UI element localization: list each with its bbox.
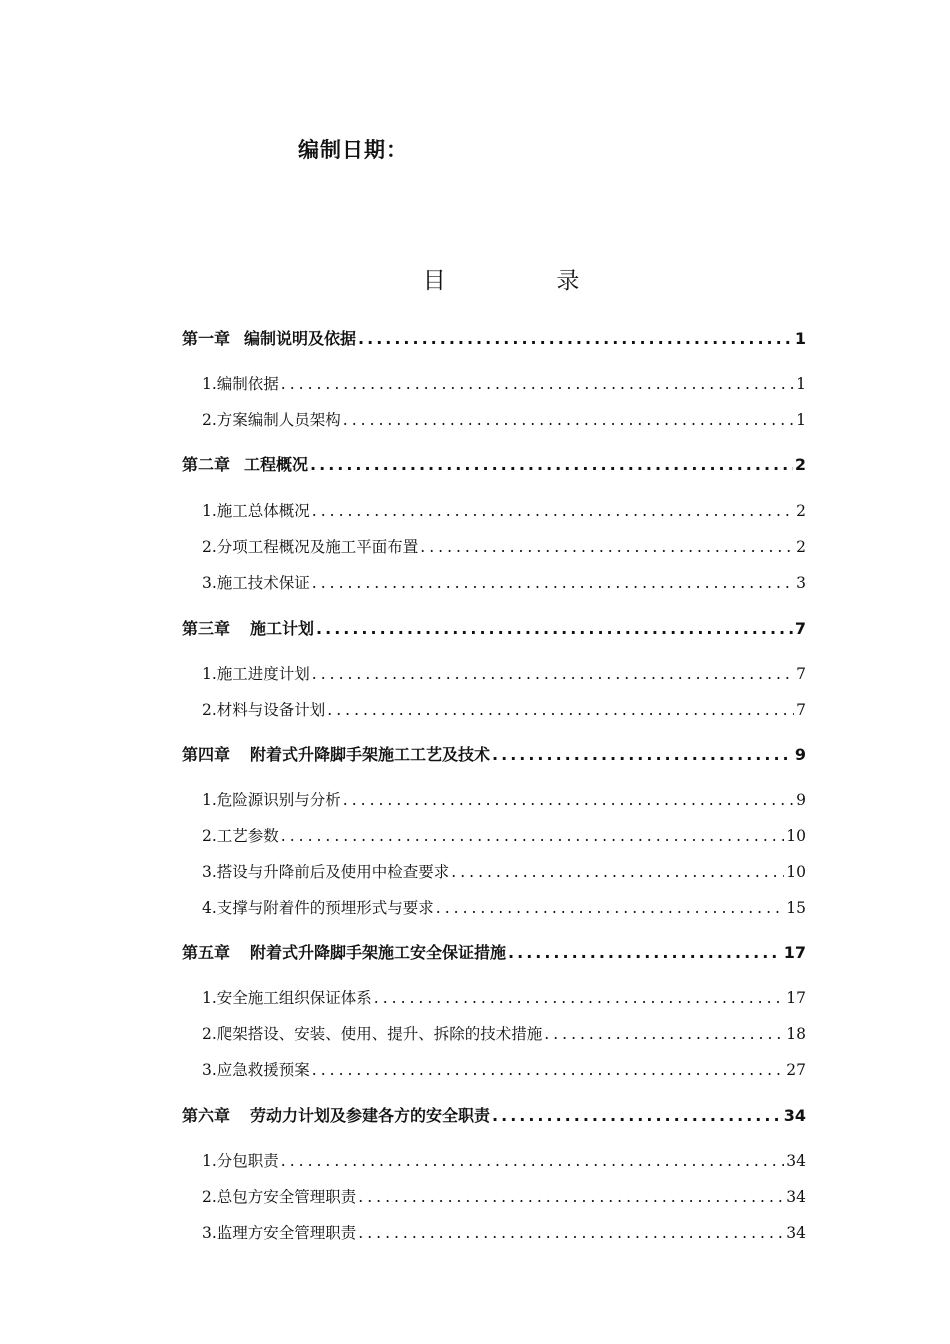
page-number: 18	[786, 1025, 806, 1043]
page-number: 1	[794, 329, 806, 348]
page-number: 34	[786, 1224, 806, 1242]
toc-section[interactable]	[182, 1185, 806, 1207]
section-title: 2.爬架搭设、安装、使用、提升、拆除的技术措施	[202, 1025, 543, 1043]
page-number: 1	[796, 411, 806, 429]
leader-dots	[358, 1188, 784, 1206]
toc-section[interactable]	[182, 1022, 806, 1044]
toc-title	[0, 262, 950, 295]
toc-section[interactable]	[182, 571, 806, 593]
leader-dots	[508, 943, 782, 962]
section-title: 1.安全施工组织保证体系	[202, 989, 372, 1007]
page-number: 2	[796, 502, 806, 520]
leader-dots	[312, 574, 794, 592]
page-number: 17	[783, 943, 806, 962]
toc-section[interactable]	[182, 698, 806, 720]
leader-dots	[492, 1106, 782, 1125]
chapter-title: 工程概况	[244, 455, 309, 474]
leader-dots	[281, 375, 794, 393]
section-title: 2.方案编制人员架构	[202, 411, 341, 429]
leader-dots	[310, 455, 793, 474]
page-number: 2	[796, 538, 806, 556]
section-title: 2.分项工程概况及施工平面布置	[202, 538, 419, 556]
section-title: 2.总包方安全管理职责	[202, 1188, 357, 1206]
leader-dots	[312, 665, 794, 683]
page-number: 34	[786, 1188, 806, 1206]
page-number: 7	[796, 665, 806, 683]
toc-section[interactable]	[182, 1058, 806, 1080]
page-number: 7	[796, 701, 806, 719]
leader-dots	[343, 411, 794, 429]
page-number: 34	[783, 1106, 806, 1125]
toc-section[interactable]	[182, 788, 806, 810]
toc-section[interactable]	[182, 1149, 806, 1171]
leader-dots	[343, 791, 794, 809]
leader-dots	[281, 827, 784, 845]
leader-dots	[492, 745, 793, 764]
toc-title-char-2: 录	[556, 268, 580, 294]
section-title: 3.搭设与升降前后及使用中检查要求	[202, 863, 450, 881]
page-number: 17	[786, 989, 806, 1007]
page-number: 10	[786, 827, 806, 845]
chapter-number: 第五章	[182, 943, 231, 962]
chapter-title: 附着式升降脚手架施工工艺及技术	[250, 745, 491, 764]
section-title: 3.监理方安全管理职责	[202, 1224, 357, 1242]
chapter-title: 编制说明及依据	[244, 329, 357, 348]
section-title: 1.施工进度计划	[202, 665, 310, 683]
toc-section[interactable]	[182, 860, 806, 882]
leader-dots	[451, 863, 784, 881]
section-title: 2.工艺参数	[202, 827, 279, 845]
section-title: 1.编制依据	[202, 375, 279, 393]
leader-dots	[544, 1025, 784, 1043]
chapter-number: 第六章	[182, 1106, 231, 1125]
page-number: 9	[796, 791, 806, 809]
toc-section[interactable]	[182, 1221, 806, 1243]
leader-dots	[420, 538, 794, 556]
chapter-title: 附着式升降脚手架施工安全保证措施	[250, 943, 507, 962]
chapter-title: 施工计划	[250, 619, 315, 638]
section-title: 1.危险源识别与分析	[202, 791, 341, 809]
toc-chapter-6[interactable]	[182, 1103, 806, 1126]
section-title: 1.施工总体概况	[202, 502, 310, 520]
leader-dots	[358, 1224, 784, 1242]
toc-chapter-5[interactable]	[182, 940, 806, 963]
leader-dots	[312, 1061, 784, 1079]
leader-dots	[312, 502, 794, 520]
toc-section[interactable]	[182, 824, 806, 846]
section-title: 2.材料与设备计划	[202, 701, 326, 719]
toc-chapter-4[interactable]	[182, 742, 806, 765]
leader-dots	[281, 1152, 784, 1170]
section-title: 3.应急救援预案	[202, 1061, 310, 1079]
leader-dots	[358, 329, 793, 348]
toc-section[interactable]	[182, 372, 806, 394]
toc-section[interactable]	[182, 535, 806, 557]
leader-dots	[374, 989, 784, 1007]
leader-dots	[316, 619, 793, 638]
toc-section[interactable]	[182, 986, 806, 1008]
toc-chapter-2[interactable]	[182, 452, 806, 475]
chapter-number: 第二章	[182, 455, 231, 474]
page-number: 1	[796, 375, 806, 393]
page-number: 10	[786, 863, 806, 881]
page-number: 27	[786, 1061, 806, 1079]
chapter-number: 第四章	[182, 745, 231, 764]
chapter-title: 劳动力计划及参建各方的安全职责	[250, 1106, 491, 1125]
toc-section[interactable]	[182, 662, 806, 684]
toc-chapter-3[interactable]	[182, 616, 806, 639]
leader-dots	[436, 899, 784, 917]
chapter-number: 第三章	[182, 619, 231, 638]
page-number: 34	[786, 1152, 806, 1170]
page-number: 15	[786, 899, 806, 917]
section-title: 3.施工技术保证	[202, 574, 310, 592]
compile-date-label: 编制日期：	[298, 138, 408, 162]
chapter-number: 第一章	[182, 329, 231, 348]
page-number: 2	[794, 455, 806, 474]
toc-title-char-1: 目	[422, 268, 446, 294]
leader-dots	[327, 701, 794, 719]
page-number: 3	[796, 574, 806, 592]
toc-chapter-1[interactable]	[182, 326, 806, 349]
section-title: 4.支撑与附着件的预埋形式与要求	[202, 899, 434, 917]
toc-section[interactable]	[182, 896, 806, 918]
section-title: 1.分包职责	[202, 1152, 279, 1170]
page-number: 9	[794, 745, 806, 764]
page-number: 7	[794, 619, 806, 638]
toc-section[interactable]	[182, 408, 806, 430]
toc-section[interactable]	[182, 499, 806, 521]
